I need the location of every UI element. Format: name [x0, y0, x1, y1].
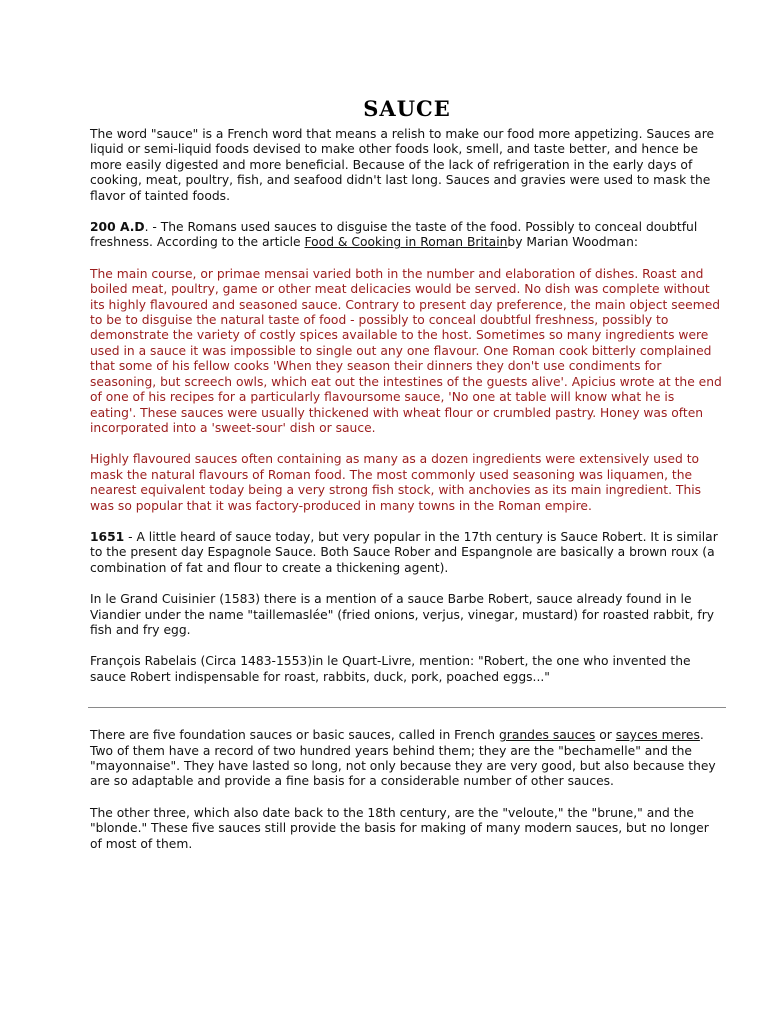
cuisinier-paragraph: In le Grand Cuisinier (1583) there is a mention of a sauce Barbe Robert, sauce already found in le Viandier under the name "taillemaslée" (fried onions, verjus, vinegar, mustard) for roasted rabbit, fry fish and fry egg. [90, 592, 715, 637]
roman-quote-1: The main course, or primae mensai varied both in the number and elaboration of dishes. Roast and boiled meat, poultry, game or other meat delicacies would be served. No dish was complete without its highly flavoured and seasoned sauce. Contrary to present day preference, the main object seemed to be to disguise the natural taste of food - possibly to conceal doubtful freshness, possibly to demonstrate the variety of costly spices available to the host. Sometimes so many ingredients were used in a sauce it was impossible to single out any one flavour. One Roman cook bitterly complained that some of his fellow cooks 'When they season their dinners they don't use condiments for seasoning, but screech owls, which eat out the intestines of the guests alive'. Apicius wrote at the end of one of his recipes for a particularly flavoursome sauce, 'No one at table will know what he is eating'. These sauces were usually thickened with wheat flour or crumbled pastry. Honey was often incorporated into a 'sweet-sour' dish or sauce. [90, 266, 722, 435]
year-200ad: 200 A.D [90, 220, 145, 235]
other-three-paragraph: The other three, which also date back to the 18th century, are the "veloute," the "brune," and the "blonde." These five sauces still provide the basis for making of many modern sauces, but no longer of most of them. [90, 805, 709, 851]
rabelais-paragraph: François Rabelais (Circa 1483-1553)in le Quart-Livre, mention: "Robert, the one who invented the sauce Robert indispensable for roast, rabbits, duck, pork, poached eggs..." [90, 654, 691, 684]
foundation-text-c: . Two of them have a record of two hundred years behind them; they are the "bechamelle" and the "mayonnaise". They have lasted so long, not only because they are very good, but also because they are so adaptable and provide a fine basis for a considerable number of other sauces. [90, 728, 716, 789]
horizontal-divider [88, 707, 726, 708]
article-link[interactable]: Food & Cooking in Roman Britain [304, 235, 508, 250]
roman-quote-2: Highly flavoured sauces often containing as many as a dozen ingredients were extensively used to mask the natural flavours of Roman food. The most commonly used seasoning was liquamen, the nearest equivalent today being a very strong fish stock, with anchovies as its main ingredient. This was so popular that it was factory-produced in many towns in the Roman empire. [90, 452, 702, 513]
sayces-meres-link[interactable]: sayces meres [615, 728, 700, 743]
section-200ad-paragraph [90, 220, 724, 251]
section-200ad-text-b: by Marian Woodman: [507, 235, 639, 250]
foundation-paragraph [90, 728, 724, 790]
section-1651-paragraph [90, 530, 724, 576]
section-200ad-text-a: . - The Romans used sauces to disguise the taste of the food. Possibly to conceal doubtful freshness. According to the article [90, 220, 698, 250]
page-title: SAUCE [363, 96, 451, 121]
intro-paragraph: The word "sauce" is a French word that means a relish to make our food more appetizing. Sauces are liquid or semi-liquid foods devised to make other foods look, smell, and taste better, and hence be more easily digested and more beneficial. Because of the lack of refrigeration in the early days of cooking, meat, poultry, fish, and seafood didn't last long. Sauces and gravies were used to mask the flavor of tainted foods. [90, 127, 715, 203]
foundation-text-a: There are five foundation sauces or basic sauces, called in French [90, 728, 499, 743]
grandes-sauces-link[interactable]: grandes sauces [498, 728, 596, 743]
foundation-text-b: or [595, 728, 616, 743]
document-page [90, 96, 724, 852]
section-1651-text: - A little heard of sauce today, but very popular in the 17th century is Sauce Robert. It is similar to the present day Espagnole Sauce. Both Sauce Rober and Espangnole are basically a brown roux (a combination of fat and flour to create a thickening agent). [90, 529, 718, 575]
year-1651: 1651 [90, 529, 125, 544]
